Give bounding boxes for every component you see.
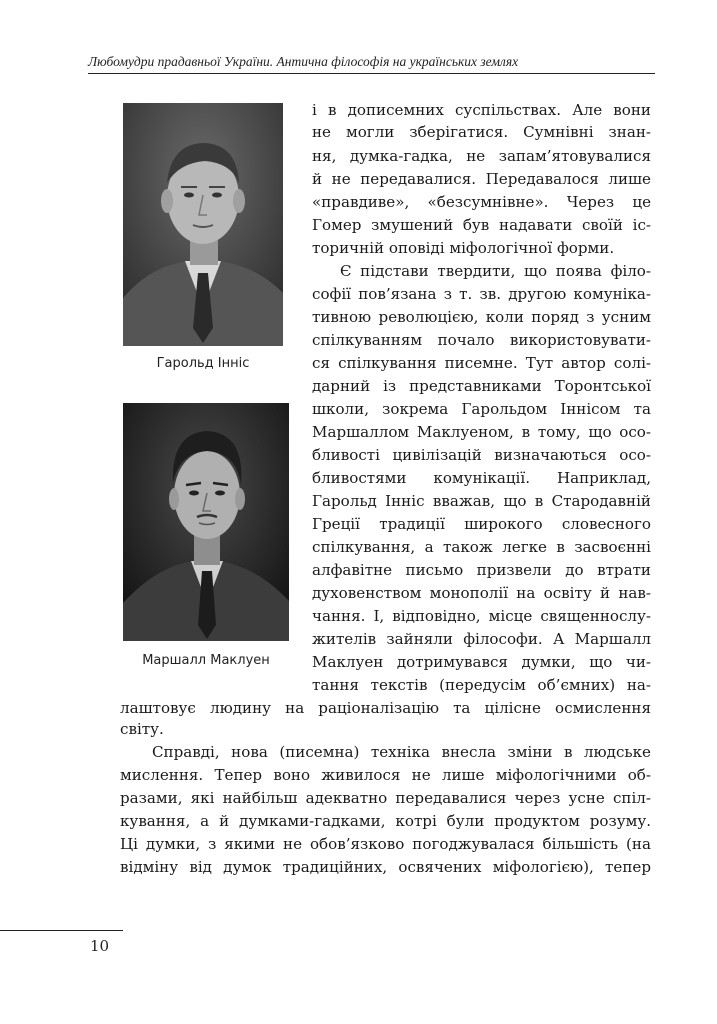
header-rule — [88, 73, 655, 74]
text-line: софії пов’язана з т. зв. другою комуніка- — [312, 285, 651, 303]
footer-rule — [0, 930, 123, 931]
page-number: 10 — [90, 937, 110, 955]
text-line: Гарольд Інніс вважав, що в Стародавній — [312, 492, 651, 510]
text-line: й не передавалися. Передавалося лише — [312, 170, 651, 188]
text-line: лаштовує людину на раціоналізацію та цілісне осмислення — [120, 699, 651, 717]
text-line: алфавітне письмо призвели до втрати — [312, 561, 651, 579]
text-line: Ці думки, з якими не обов’язково погоджувалася більшість (на — [120, 835, 651, 853]
running-header: Любомудри прадавньої України. Антична філософія на українських землях — [88, 54, 519, 69]
text-line: відміну від думок традиційних, освячених міфологією), тепер — [120, 858, 651, 876]
figure-caption: Гарольд Інніс — [156, 356, 250, 371]
text-line: Маклуен дотримувався думки, що чи- — [312, 653, 651, 671]
text-line: спілкуванням почало використовувати- — [312, 331, 651, 349]
text-line: спілкування, а також легке в засвоєнні — [312, 538, 651, 556]
text-line: разами, які найбільш адекватно передавалися через усне спіл- — [120, 789, 651, 807]
text-line: Маршаллом Маклуеном, в тому, що осо- — [312, 423, 651, 441]
text-line: Справді, нова (писемна) техніка внесла зміни в людське — [152, 743, 651, 761]
text-line: Греції традиції широкого словесного — [312, 515, 651, 533]
text-line: жителів зайняли філософи. А Маршалл — [312, 630, 651, 648]
text-line: бливостями комунікації. Наприклад, — [312, 469, 651, 487]
text-line: Гомер змушений був надавати своїй іс- — [312, 216, 651, 234]
text-line: мислення. Тепер воно живилося не лише міфологічними об- — [120, 766, 651, 784]
figure-caption: Маршалл Маклуен — [142, 653, 270, 668]
text-line: духовенством монополії на освіту й нав- — [312, 584, 651, 602]
text-line: Є підстави твердити, що поява філо- — [340, 262, 651, 280]
text-line: кування, а й думками-гадками, котрі були продуктом розуму. — [120, 812, 651, 830]
text-line: ня, думка-гадка, не запам’ятовувалися — [312, 147, 651, 165]
text-line: тання текстів (передусім об’ємних) на- — [312, 676, 651, 694]
text-line: бливості цивілізацій визначаються осо- — [312, 446, 651, 464]
text-line: «правдиве», «безсумнівне». Через це — [312, 193, 651, 211]
text-line: школи, зокрема Гарольдом Іннісом та — [312, 400, 651, 418]
text-line: не могли зберігатися. Сумнівні знан- — [312, 123, 651, 141]
text-line: світу. — [120, 720, 164, 738]
text-line: дарний із представниками Торонтської — [312, 377, 651, 395]
photo-harold-innis — [123, 103, 283, 346]
photo-marshall-mcluhan — [123, 403, 289, 641]
text-line: тивною революцією, коли поряд з усним — [312, 308, 651, 326]
text-line: торичній оповіді міфологічної форми. — [312, 239, 615, 257]
text-line: і в дописемних суспільствах. Але вони — [312, 101, 651, 119]
text-line: чання. І, відповідно, місце священнослу- — [312, 607, 651, 625]
text-line: ся спілкування писемне. Тут автор солі- — [312, 354, 651, 372]
